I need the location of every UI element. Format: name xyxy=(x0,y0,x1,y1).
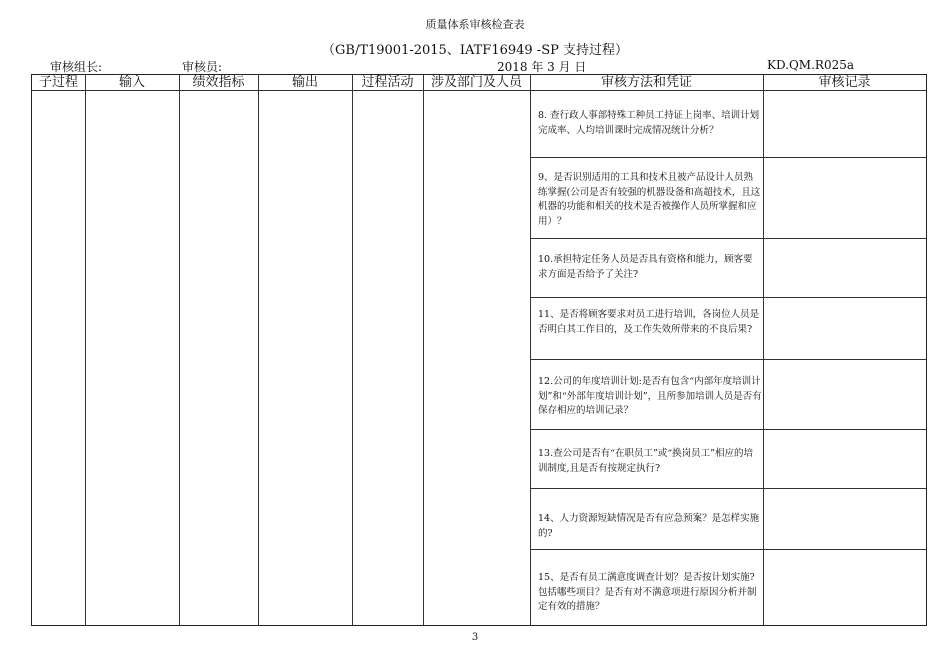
audit-date: 2018 年 3 月 日 xyxy=(497,60,587,74)
row-divider xyxy=(530,238,926,239)
row-divider xyxy=(530,359,926,360)
column-divider xyxy=(423,75,424,625)
row-divider xyxy=(530,297,926,298)
column-divider xyxy=(179,75,180,625)
column-header-audit-record: 审核记录 xyxy=(818,75,871,90)
audit-item-11: 11、是否将顾客要求对员工进行培训，各岗位人员是否明白其工作目的，及工作失效所带来的不良后果? xyxy=(538,309,760,335)
audit-checklist-table xyxy=(31,74,927,626)
audit-leader-label: 审核组长: xyxy=(50,60,103,74)
document-code: KD.QM.R025a xyxy=(767,58,855,72)
audit-item-14: 14、人力资源短缺情况是否有应急预案？是怎样实施的? xyxy=(538,513,760,539)
document-subtitle: （GB/T19001-2015、IATF16949 -SP 支持过程） xyxy=(322,43,628,58)
row-divider xyxy=(530,157,926,158)
column-header-output: 输出 xyxy=(291,75,318,90)
column-divider xyxy=(85,75,86,625)
column-header-kpi: 绩效指标 xyxy=(192,75,245,90)
audit-item-12: 12.公司的年度培训计划:是否有包含“内部年度培训计划”和“外部年度培训计划”，且所参加培训人员是否有保存相应的培训记录？ xyxy=(538,376,762,416)
column-header-subprocess: 子过程 xyxy=(38,75,78,90)
page-number: 3 xyxy=(471,632,479,643)
document-title: 质量体系审核检查表 xyxy=(425,18,525,31)
audit-item-13: 13.查公司是否有“在职员工”或“换岗员工”相应的培训制度,且是否有按规定执行? xyxy=(538,448,754,474)
column-header-input: 输入 xyxy=(118,75,145,90)
audit-item-9: 9、是否识别适用的工具和技术且被产品设计人员熟练掌握(公司是否有较强的机器设备和高超技术，且这机器的功能和相关的技术是否被操作人员所掌握和应用）？ xyxy=(538,172,761,227)
row-divider xyxy=(530,549,926,550)
auditor-label: 审核员: xyxy=(182,60,223,74)
column-divider xyxy=(352,75,353,625)
column-header-audit-method: 审核方法和凭证 xyxy=(600,75,692,90)
row-divider xyxy=(530,429,926,430)
header-divider xyxy=(32,90,926,91)
audit-item-8: 8. 查行政人事部特殊工种员工持证上岗率、培训计划完成率、人均培训课时完成情况统计分析？ xyxy=(538,110,760,136)
column-header-process-activity: 过程活动 xyxy=(361,75,414,90)
column-header-departments: 涉及部门及人员 xyxy=(430,75,522,90)
audit-item-10: 10.承担特定任务人员是否具有资格和能力，顾客要求方面是否给予了关注? xyxy=(538,254,753,280)
column-divider xyxy=(258,75,259,625)
audit-item-15: 15、是否有员工满意度调查计划？是否按计划实施?包括哪些项目？是否有对不满意项进行原因分析并制定有效的措施？ xyxy=(538,572,757,612)
row-divider xyxy=(530,488,926,489)
